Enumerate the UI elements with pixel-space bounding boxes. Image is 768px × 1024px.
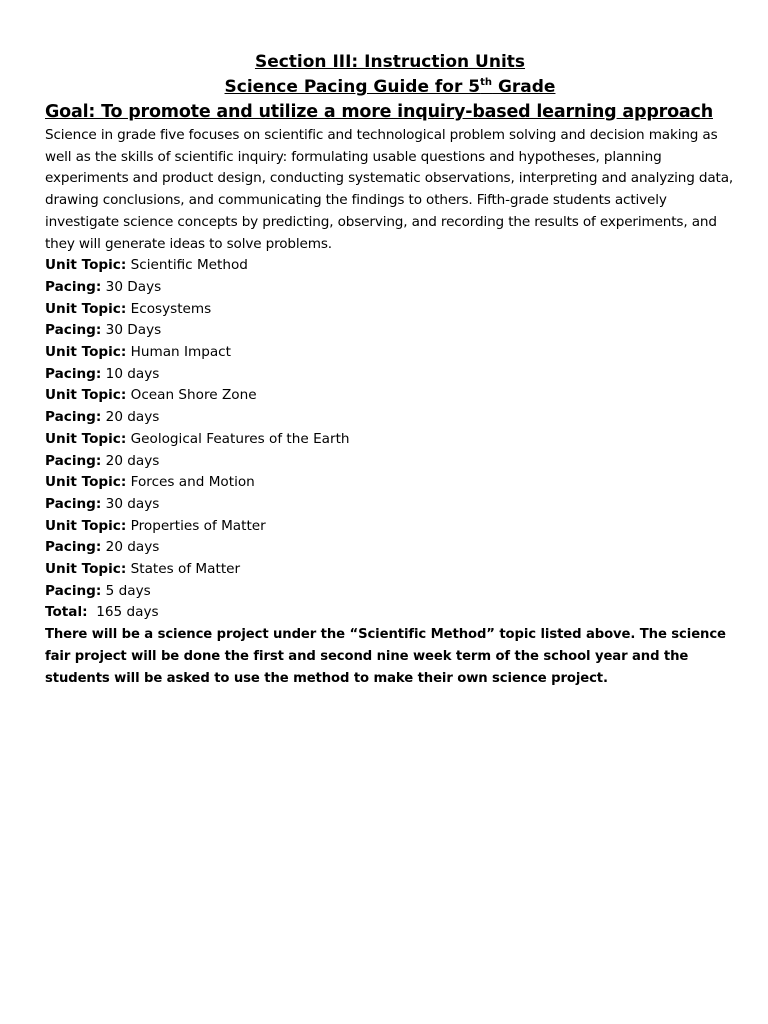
unit-topic-row xyxy=(45,559,735,581)
unit-topic-label: Unit Topic: xyxy=(45,300,127,317)
unit-topic-value: Scientific Method xyxy=(130,257,248,274)
guide-title-prefix: Science Pacing Guide for 5 xyxy=(224,77,481,97)
pacing-value: 30 days xyxy=(105,495,160,512)
unit-topic-row xyxy=(45,342,735,364)
section-title: Section III: Instruction Units xyxy=(254,52,526,72)
unit-topic-label: Unit Topic: xyxy=(45,257,127,274)
unit-topic-value: Human Impact xyxy=(130,344,231,361)
pacing-label: Pacing: xyxy=(45,409,102,426)
pacing-label: Pacing: xyxy=(45,322,102,339)
pacing-value: 20 days xyxy=(105,409,160,426)
pacing-value: 5 days xyxy=(105,582,151,599)
pacing-row xyxy=(45,407,735,429)
unit-topic-label: Unit Topic: xyxy=(45,561,127,578)
unit-topic-value: Properties of Matter xyxy=(130,517,266,534)
pacing-row xyxy=(45,537,735,559)
science-project-note: There will be a science project under the “Scientific Method” topic listed above. The science fair project will be done the first and second nine week term of the school year and the students will be asked to use the method to make their own science project. xyxy=(45,627,726,686)
guide-title-superscript: th xyxy=(480,77,493,88)
unit-topic-row xyxy=(45,299,735,321)
units-list xyxy=(45,255,735,602)
intro-paragraph: Science in grade five focuses on scientific and technological problem solving and decision making as well as the skills of scientific inquiry: formulating usable questions and hypotheses, planning experiments and product design, conducting systematic observations, interpreting and analyzing data, drawing conclusions, and communicating the findings to others. Fifth-grade students actively investigate science concepts by predicting, observing, and recording the results of experiments, and they will generate ideas to solve problems. xyxy=(45,127,734,252)
total-value: 165 days xyxy=(96,604,159,621)
guide-title xyxy=(45,75,735,100)
pacing-row xyxy=(45,581,735,603)
unit-topic-row xyxy=(45,255,735,277)
unit-topic-value: Geological Features of the Earth xyxy=(130,430,350,447)
unit-topic-label: Unit Topic: xyxy=(45,387,127,404)
pacing-label: Pacing: xyxy=(45,452,102,469)
pacing-label: Pacing: xyxy=(45,278,102,295)
pacing-row xyxy=(45,494,735,516)
unit-topic-label: Unit Topic: xyxy=(45,344,127,361)
pacing-row xyxy=(45,364,735,386)
unit-topic-row xyxy=(45,516,735,538)
pacing-label: Pacing: xyxy=(45,495,102,512)
pacing-value: 10 days xyxy=(105,365,160,382)
unit-topic-row xyxy=(45,472,735,494)
unit-topic-value: Ocean Shore Zone xyxy=(130,387,257,404)
pacing-row xyxy=(45,277,735,299)
total-label: Total: xyxy=(45,604,88,621)
pacing-value: 30 Days xyxy=(105,278,162,295)
pacing-row xyxy=(45,320,735,342)
unit-topic-value: Forces and Motion xyxy=(130,474,255,491)
document-page xyxy=(45,50,735,689)
pacing-label: Pacing: xyxy=(45,582,102,599)
unit-topic-value: Ecosystems xyxy=(130,300,212,317)
pacing-value: 20 days xyxy=(105,539,160,556)
guide-title-suffix: Grade xyxy=(492,77,556,97)
total-row xyxy=(45,602,735,624)
unit-topic-label: Unit Topic: xyxy=(45,430,127,447)
pacing-value: 30 Days xyxy=(105,322,162,339)
goal-statement: Goal: To promote and utilize a more inquiry-based learning approach xyxy=(45,102,713,122)
pacing-value: 20 days xyxy=(105,452,160,469)
pacing-label: Pacing: xyxy=(45,539,102,556)
unit-topic-label: Unit Topic: xyxy=(45,517,127,534)
unit-topic-value: States of Matter xyxy=(130,561,241,578)
unit-topic-row xyxy=(45,429,735,451)
unit-topic-label: Unit Topic: xyxy=(45,474,127,491)
pacing-row xyxy=(45,451,735,473)
pacing-label: Pacing: xyxy=(45,365,102,382)
unit-topic-row xyxy=(45,385,735,407)
